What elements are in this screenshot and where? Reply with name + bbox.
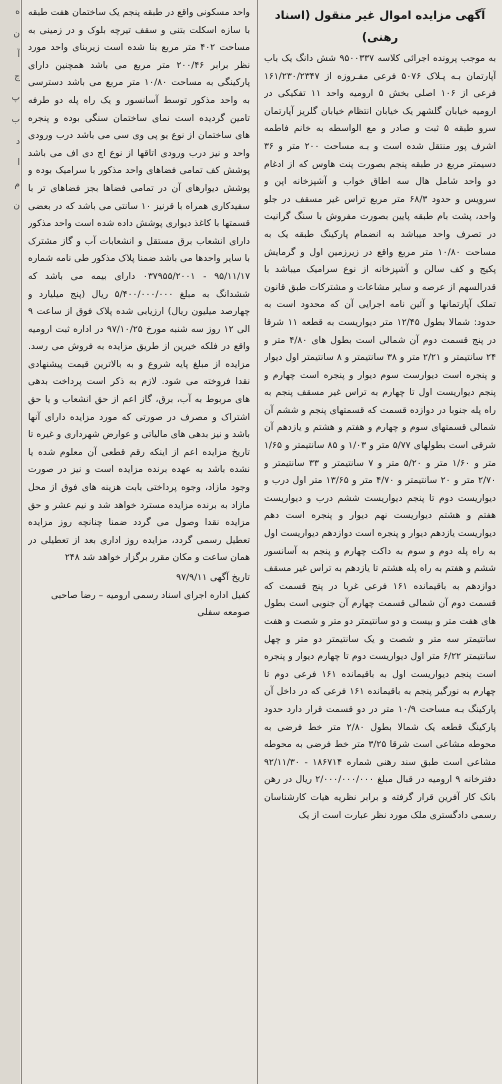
column-divider: [21, 0, 22, 1084]
edge-fragment: ن: [13, 28, 20, 39]
edge-fragment: م: [14, 179, 20, 190]
edge-fragment: ن: [13, 201, 20, 212]
edge-fragment: پ: [11, 93, 20, 104]
column-divider: [257, 0, 258, 1084]
edge-fragment: ب: [11, 114, 20, 125]
notice-body-part-2: واحد مسکونی واقع در طبقه پنجم یک ساختمان هفت طبقه با سازه اسکلت بتنی و سقف تیرچه بلوک و در زمینی به مساحت ۴۰۲ متر مربع بنا شده است زیربنای واحد مورد نظر برابر ۲۰۰/۴۶ متر مربع می باشد همچنین دارای پارکینگی به مساحت ۱۰/۸۰ متر مربع می باشد دسترسی به واحد مذکور توسط آسانسور و یک راه پله دو طرفه تامین گردیده است نمای ساختمان سنگی بوده و پنجره های ساختمان از نوع یو پی وی سی می باشد درب ورودی واحد و نیز درب ورودی اتاقها از نوع اچ دی اف می باشد پوشش کف تمامی فضاهای واحد مذکور با سرامیک بوده و پوشش دیوارهای آن در تمامی فضاها بجز فضاهای تر با سفیدکاری همراه با قرنیز ۱۰ سانتی می باشد که در بعضی قسمتها با کاغذ دیواری پوشش داده شده است واحد مذکور دارای انشعاب برق مستقل و انشعابات آب و گاز مشترک با سایر واحدها می باشد ضمنا پلاک مذکور طی نامه شماره ۹۵/۱۱/۱۷ - ۰۳۷۹۵۵/۲۰۰۱ دارای بیمه می باشد که ششدانگ به مبلغ ۵/۴۰۰/۰۰۰/۰۰۰ ریال (پنج میلیارد و چهارصد میلیون ریال) ارزیابی شده پلاک فوق از ساعت ۹ الی ۱۲ روز سه شنبه مورخ ۹۷/۱۰/۲۵ در اداره ثبت ارومیه واقع در فلکه خیرین از طریق مزایده به فروش می رسد. مزایده از مبلغ پایه شروع و به بالاترین قیمت پیشنهادی نقدا فروخته می شود. لازم به ذکر است پرداخت بدهی های مربوط به آب، برق، گاز اعم از حق انشعاب و یا حق اشتراک و مصرف در صورتی که مورد مزایده دارای آنها باشد و نیز بدهی های مالیاتی و عوارض شهرداری و غیره تا تاریخ مزایده اعم از اینکه رقم قطعی آن معلوم شده یا نشده باشد به عهده برنده مزایده است و نیز در صورت وجود مازاد، وجوه پرداختی بابت هزینه های فوق از محل مازاد به برنده مزایده مسترد خواهد شد و نیم عشر و حق مزایده نقدا وصول می گردد ضمنا چنانچه روز مزایده تعطیل رسمی گردد، مزایده روز اداری بعد از تعطیلی در همان ساعت و مکان مقرر برگزار خواهد شد ۲۴۸: [28, 7, 250, 564]
notice-column-left: [28, 0, 250, 1084]
notice-title: آگهی مزایده اموال غیر منقول (اسناد رهنی): [274, 8, 486, 44]
notice-signature-location: صومعه سفلی: [197, 607, 250, 619]
adjacent-column-fragment: [0, 0, 20, 1084]
notice-date: تاریخ آگهی ۹۷/۹/۱۱: [176, 572, 250, 583]
notice-signature: کفیل اداره اجرای اسناد رسمی ارومیه – رضا صاحبی: [50, 589, 250, 601]
edge-fragment: آ: [17, 50, 20, 61]
edge-fragment: د: [15, 136, 20, 147]
edge-fragment: ا: [17, 158, 20, 169]
notice-body-part-1: به موجب پرونده اجرائی کلاسه ۹۵۰۰۳۳۷ شش دانگ یک باب آپارتمان بـه پـلاک ۵۰۷۶ فرعی مفـروزه از ۱۶۱/۲۳۰/۲۳۴۷ فرعی از ۱۰۶ اصلی بخش ۵ ارومیه واحد ۱۱ تفکیکی در ارومیه خیابان گلشهر یک خیابان انتظام خیابان گلریز آپارتمان سرو طبقه ۵ ثبت و صادر و مع الواسطه به خانم فاطمه اشرف پور منتقل شده است و بـه مساحت ۲۰۰ متر و ۳۶ دسیمتر مربع در طبقه پنجم بصورت پنت هاوس که از ادغام دو واحد شامل هال سه اطاق خواب و آشپزخانه اپن و سرویس و حدود ۶۸/۳ متر مربع تراس غیر مسقف در جلو واحد، پشت بام طبقه پایین بصورت مفروش با سنگ گرانیت در تصرف واحد میباشد به انضمام پارکینگ طبقه یک به مساحت ۱۰/۸۰ متر مربع واقع در زیرزمین اول و گرمایش پکیج و کف سالن و آشپزخانه از نوع سرامیک میباشد با قدرالسهم از عرصه و سایر مشاعات و مشترکات طبق قانون تملک آپارتمانها و آئین نامه اجرایی آن که محدود است به حدود: شمالا بطول ۱۲/۴۵ متر دیواریست به قطعه ۱۱ شرقا در پنج قسمت دوم آن شمالی است بطول های ۴/۸۰ متر و ۲۴ سانتیمتر و ۲/۲۱ متر و ۳۸ سانتیمتر و ۸ سانتیمتر اول دیوار و پنجره است دیوارست سوم دیوار و پنجره است چهارم و پنجم دیواریست اول تا چهارم به تراس غیر مسقف پنجم به راه پله جنوبا در دوازده قسمت که قسمتهای پنجم و ششم آن شمالی قسمتهای سوم و چهارم و هفتم و هشتم و یازدهم آن شرقی است بطولهای ۵/۷۷ متر و ۱/۰۳ و ۸۵ سانتیمتر و ۱/۶۵ متر و ۱/۶۰ متر و ۵/۲۰ متر و ۷ سانتیمتر و ۳۳ سانتیمتر و ۲/۷۰ متر و ۲۰ سانتیمتر و ۴/۷۰ متر و ۱۳/۶۵ متر اول درب و دیواریست دوم تا پنجم دیواریست ششم درب و دیواریست هفتم و هشتم دیواریست نهم دیوار و پنجره است دهم دیواریست یازدهم دیوار و پنجره است دوازدهم دیواریست اول به راه پله دوم و سوم به داکت چهارم و پنجم به آسانسور ششم و هفتم به راه پله هشتم تا یازدهم به تراس غیر مسقف دوازدهم به باقیمانده ۱۶۱ فرعی غربا در پنج قسمت که قسمت دوم آن شمالی قسمت چهارم آن جنوبی است بطول های هفت متر و بیست و دو سانتیمتر دو متر و شصت و هفت سانتیمتر سه متر و شصت و یک سانتیمتر دو متر و چهل سانتیمتر ۶/۲۲ متر اول دیواریست دوم تا چهارم دیوار و پنجره است پنجم دیواریست اول به باقیمانده ۱۶۱ فرعی دوم تا چهارم به نورگیر پنجم به باقیمانده ۱۶۱ فرعی که در داخل آن پارکینگ بـه مساحت ۱۰/۹ متر در دو قسمت قرار دارد حدود پارکینگ قطعه یک شمالا بطول ۲/۸۰ متر خط فرضی به محوطه مشاعی است شرقا ۳/۲۵ متر خط فرضی به محوطه مشاعی است طبق سند رهنی شماره ۱۸۶۷۱۴ - ۹۲/۱۱/۳۰ دفترخانه ۹ ارومیه در قبال مبلغ ۲/۰۰۰/۰۰۰/۰۰۰ ریال در رهن بانک کار آفرین قرار گرفته و برابر نظریه هیات کارشناسان رسمی دادگستری ملک مورد نظر عبارت است از یک: [264, 53, 496, 821]
edge-fragment: ه: [15, 7, 20, 17]
edge-fragment: ج: [14, 71, 20, 82]
notice-column-right: [264, 0, 496, 1084]
